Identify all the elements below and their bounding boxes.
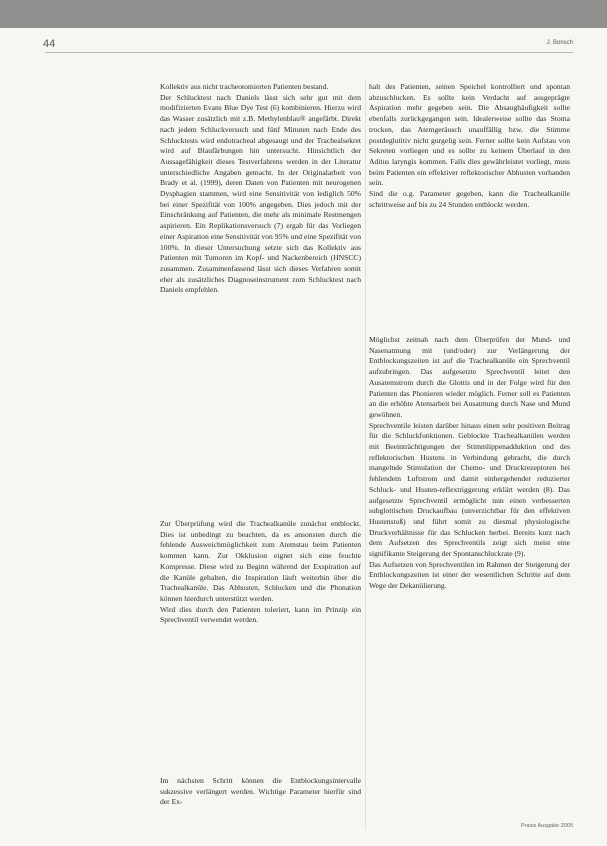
paragraph: Das Aufsetzen von Sprechventilen im Rahmen der Steigerung der Entblockungszeiten ist einer der wesentlichen Schritte auf dem Wege der Dekanülierung. — [369, 559, 570, 591]
top-band — [0, 0, 607, 28]
header-rule — [45, 52, 573, 53]
column-divider — [365, 80, 366, 830]
right-column-block-1 — [369, 82, 570, 210]
paragraph: Sprechventile leisten darüber hinaus einen sehr positiven Beitrag für die Schluckfunktionen. Geblockte Trachealkanülen werden mit Beeinträchtigungen der Stimmlippenadduktion und des reflektorischen Hustens in Verbindung gebracht, die durch mangelnde Stimulation der Chemo- und Druckrezeptoren bei fehlendem Luftstrom und damit einhergehender reduzierter Schluck- und Husten-reflextriggerung erklärt werden (8). Das aufgesetzte Sprechventil ermöglicht nun einen verbesserten subglottischen Druckaufbau (unverzichtbar für den effektiven Hustenstoß) und führt somit zu diesmal physiologische Druckverhältnisse für das Schlucken herbei. Bereits kurz nach dem Aufsetzen des Sprechventils zeigt sich meist eine signifikante Steigerung der Spontanschluckrate (9). — [369, 420, 570, 559]
page-number: 44 — [43, 38, 56, 50]
left-column-block-2 — [160, 519, 361, 626]
footer-journal: Praxis Ausgabe 2005 — [521, 823, 573, 829]
paragraph: Der Schlucktest nach Daniels lässt sich sehr gut mit dem modifizierten Evans Blue Dye Test (6) kombinieren. Hierzu wird das Wasser zusätzlich mit z.B. Methylenblau® angefärbt. Direkt nach jedem Schluckversuch und fünf Minuten nach Ende des Schlucktests wird endotracheal abgesaugt und der Trachealsekret wird auf Blaufärbungen hin untersucht. Hinsichtlich der Aussagefähigkeit dieses Testverfahrens werden in der Literatur unterschiedliche Angaben gemacht. In der Originalarbeit von Brady et al. (1999), deren Daten von Patienten mit neurogenen Dysphagien stammen, wird eine Sensitivität von lediglich 50% bei einer Spezifität von 100% angegeben. Dies jedoch mit der Einschränkung auf Patienten, die mehr als minimale Restmengen aspirieren. Ein Replikationsversuch (7) ergab für das Vorliegen einer Aspiration eine Sensitivität von 95% und eine Spezifität von 100%. In dieser Untersuchung setzte sich das Kollektiv aus Patienten mit Tumoren im Kopf- und Nackenbereich (HNSCC) zusammen. Zusammenfassend lässt sich dieses Verfahren somit eher als zusätzliches Diagnoseinstrument zum Schlucktest nach Daniels empfehlen. — [160, 92, 361, 295]
left-column-block-3 — [160, 776, 361, 808]
paragraph: halt des Patienten, seinen Speichel kontrolliert und spontan abzuschlucken. Es sollte kein Verdacht auf ausgeprägte Aspiration mehr gegeben sein. Die Absaughäufigkeit sollte ebenfalls zurückgegangen sein. Idealerweise sollte das Stoma trocken, das Atemgeräusch unauffällig bzw. die Stimme postdeglutitiv nicht gurgelig sein. Ferner sollte kein Aufstau von Sekreten vorliegen und es sollte zu keinem Überlauf in den Aditus laryngis kommen. Falls dies gewährleistet vorliegt, muss beim Patienten ein effektiver reflektorischer Abhusten vorhanden sein. — [369, 82, 570, 188]
left-column-block-1 — [160, 82, 361, 296]
running-header-author: J. Bonsch — [546, 40, 573, 46]
right-column-block-2 — [369, 335, 570, 592]
paragraph: Möglichst zeitnah nach dem Überprüfen der Mund- und Nasenatmung mit (und/oder) zur Verlängerung der Entblockungszeiten ist auf die Trachealkanüle ein Sprechventil aufzubringen. Das aufgesetzte Sprechventil leitet den Ausatemstrom durch die Glottis und in der Folge wird für den Patienten das Phonieren wieder möglich. Ferner soll es Patienten an die erhöhte Atemarbeit bei Ausatmung durch Nase und Mund gewöhnen. — [369, 335, 570, 419]
paragraph: Zur Überprüfung wird die Trachealkanüle zunächst entblockt. Dies ist unbedingt zu beachten, da es ansonsten durch die fehlende Ausweichmöglichkeit zum Atemstau beim Patienten kommen kann. Zur Okklusion eignet sich eine feuchte Kompresse. Diese wird zu Beginn während der Exspiration auf die Kanüle gehalten, die Inspiration läuft weiterhin über die Trachealkanüle. Das Abhusten, Schlucken und die Phonation können hierdurch unterstützt werden. — [160, 519, 361, 603]
paragraph: Wird dies durch den Patienten toleriert, kann im Prinzip ein Sprechventil verwendet werden. — [160, 604, 361, 625]
paragraph: Sind die o.g. Parameter gegeben, kann die Trachealkanüle schrittweise auf bis zu 24 Stunden entblockt werden. — [369, 189, 570, 209]
paragraph: Kollektiv aus nicht tracheotomierten Patienten bestand. — [160, 82, 329, 91]
paragraph: Im nächsten Schritt können die Entblockungsintervalle sukzessive verlängert werden. Wichtige Parameter hierfür sind der Ex- — [160, 776, 361, 807]
